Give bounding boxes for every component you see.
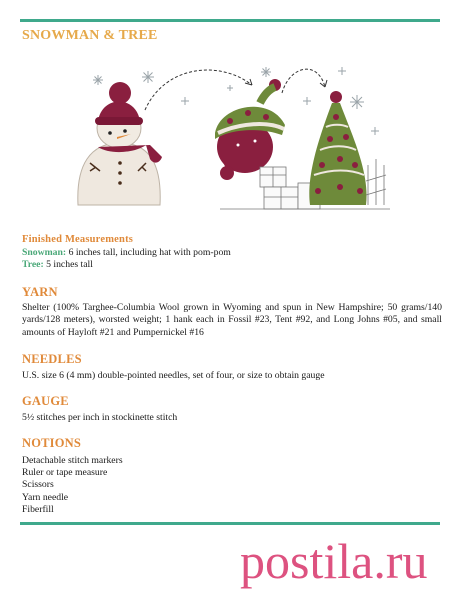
list-item: Ruler or tape measure	[22, 467, 108, 479]
needles-heading: NEEDLES	[22, 352, 82, 366]
list-item: Fiberfill	[22, 503, 54, 515]
snowman-measurement	[22, 247, 442, 259]
tree-figure	[309, 91, 366, 205]
yarn-heading: YARN	[22, 285, 58, 299]
notions-heading: NOTIONS	[22, 436, 82, 450]
watermark-text: postila.ru	[240, 533, 428, 589]
dashed-arrow-icon	[145, 69, 327, 110]
page-title: SNOWMAN & TREE	[22, 28, 158, 43]
snowman-measurement-label: Snowman:	[22, 247, 67, 258]
gauge-heading: GAUGE	[22, 394, 69, 408]
snowman-measurement-value: 6 inches tall, including hat with pom-pom	[66, 247, 231, 258]
list-item: Detachable stitch markers	[22, 455, 123, 466]
notions-list	[22, 455, 123, 516]
finished-measurements-heading: Finished Measurements	[22, 234, 134, 245]
list-item: Yarn needle	[22, 491, 69, 503]
list-item: Scissors	[22, 479, 54, 491]
tree-measurement	[22, 259, 442, 271]
snowman-tree-illustration	[70, 55, 400, 215]
snowman-figure	[78, 82, 162, 205]
bottom-divider	[20, 522, 440, 525]
tree-measurement-value: 5 inches tall	[43, 259, 93, 270]
top-divider	[20, 19, 440, 22]
yarn-description: Shelter (100% Targhee-Columbia Wool grown in Wyoming and spun in New Hampshire; 50 grams/140 yards/128 meters), worsted weight; 1 hank each in Fossil #23, Tent #92, and Long Johns #05, and small amounts of Hayloft #21 and Pumpernickel #16	[22, 302, 442, 338]
gauge-description: 5½ stitches per inch in stockinette stitch	[22, 412, 178, 423]
postila-watermark-logo	[240, 530, 445, 590]
tree-measurement-label: Tree:	[22, 259, 44, 270]
hat-and-head-figure	[215, 79, 285, 180]
needles-description: U.S. size 6 (4 mm) double-pointed needles, set of four, or size to obtain gauge	[22, 370, 325, 381]
